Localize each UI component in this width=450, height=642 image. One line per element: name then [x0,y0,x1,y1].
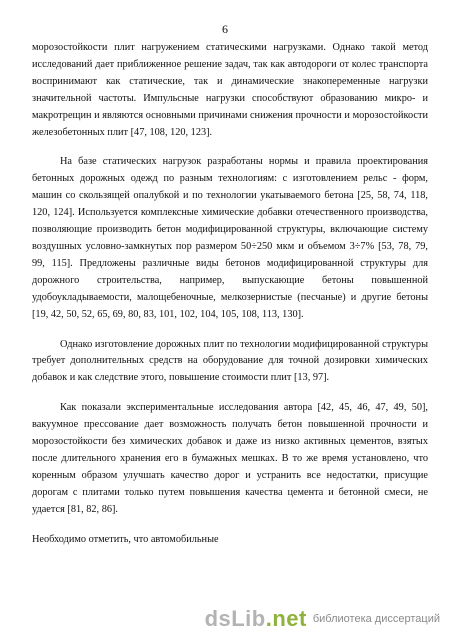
paragraph: Необходимо отметить, что автомобильные [32,533,219,545]
paragraph: Однако изготовление дорожных плит по технологии модифицированной структуры требует дополнительных средств на оборудование для точной дозировки химических добавок и как следствие этого, повышение стоимости плит [13, 97]. [32,338,428,384]
document-body [32,40,428,561]
paragraph: На базе статических нагрузок разработаны нормы и правила проектирования бетонных дорожных одежд по разным технологиям: с изготовлением рельс - форм, машин со скользящей опалубкой и по технологии укатываемого бетона [25, 58, 74, 118, 120, 124]. Используется комплексные химические добавки отечественного производства, позволяющие производить бетон модифицированной структуры, включающие систему воздушных условно-замкнутых пор размером 50÷250 мкм и объемом 3÷7% [53, 78, 79, 99, 115]. Предложены различные виды бетонов модифицированной структуры для дорожного строительства, например, выпускающие бетоны повышенной удобоукладываемости, малощебеночные, мелкозернистые (песчаные) и другие бетоны [19, 42, 50, 52, 65, 69, 80, 83, 101, 102, 104, 105, 108, 113, 130]. [32,156,428,320]
watermark [205,606,440,632]
paragraph: морозостойкости плит нагружением статическими нагрузками. Однако такой метод исследований дает приближенное решение задач, так как автодороги от колес транспорта воспринимают как статические, так и динамические знакопеременные нагрузки значительной частоты. Импульсные нагрузки способствуют образованию микро- и макротрещин и являются основными причинами снижения прочности и морозостойкости железобетонных плит [47, 108, 120, 123]. [32,42,428,138]
paragraph: Как показали экспериментальные исследования автора [42, 45, 46, 47, 49, 50], вакуумное прессование дает возможность получать бетон повышенной прочности и морозостойкости без химических добавок и даже из низко активных цементов, взятых после длительного хранения его в бумажных мешках. В то же время установлено, что коренным образом улучшать качество дорог и устранить все недостатки, присущие дорогам с плитами только путем повышения качества цемента и бетонной смеси, не удается [81, 82, 86]. [32,402,428,515]
watermark-subtitle: библиотека диссертаций [312,613,440,625]
page-number: 6 [222,22,228,36]
watermark-logo: dsLib.net [204,606,307,631]
